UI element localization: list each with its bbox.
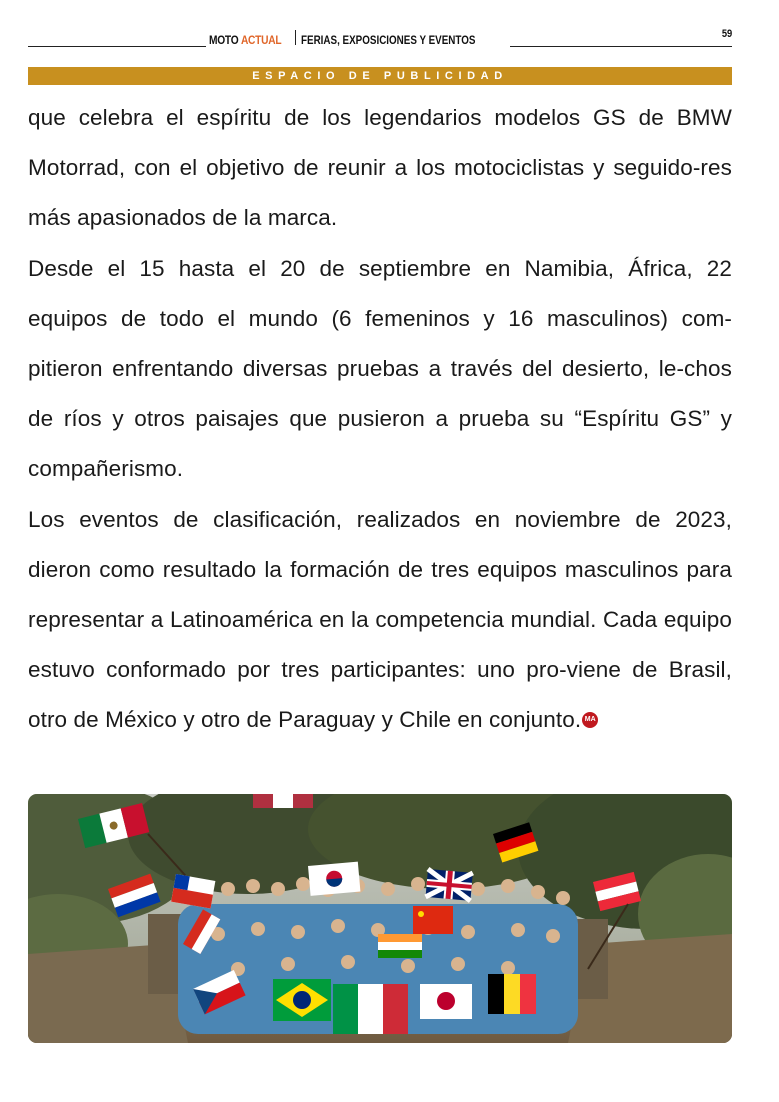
team-group-photo [28,794,732,1043]
brand-actual: ACTUAL [240,33,282,47]
paragraph-2: Desde el 15 hasta el 20 de septiembre en Namibia, África, 22 equipos de todo el mundo (6 femeninos y 16 masculinos) com-pitieron enfrentando diversas pruebas a través del desierto, le-chos de ríos y otros paisajes que pusieron a prueba su “Espíritu GS” y compañerismo. [28,255,732,482]
paragraph-3 [28,495,732,746]
article-body [28,93,732,746]
header-rule-left [28,46,206,47]
ad-space-banner: ESPACIO DE PUBLICIDAD [28,67,732,85]
header-rule-right [510,46,732,47]
magazine-brand [209,33,281,47]
paragraph-1: que celebra el espíritu de los legendarios modelos GS de BMW Motorrad, con el objetivo de reunir a los motociclistas y seguido-res más apasionados de la marca. [28,105,732,231]
section-title: FERIAS, EXPOSICIONES Y EVENTOS [301,33,476,47]
end-mark-icon: MA [582,712,598,728]
header-separator [295,30,296,45]
paragraph-3-text: Los eventos de clasificación, realizados en noviembre de 2023, dieron como resultado la formación de tres equipos masculinos para representar a Latinoamérica en la competencia mundial. Cada equipo estuvo conformado por tres participantes: uno pro-viene de Brasil, otro de México y otro de Paraguay y Chile en conjunto. [28,506,732,733]
page-number: 59 [721,28,732,40]
brand-moto: MOTO [209,33,239,47]
photo-illustration [28,794,732,1043]
page-header [28,28,732,48]
